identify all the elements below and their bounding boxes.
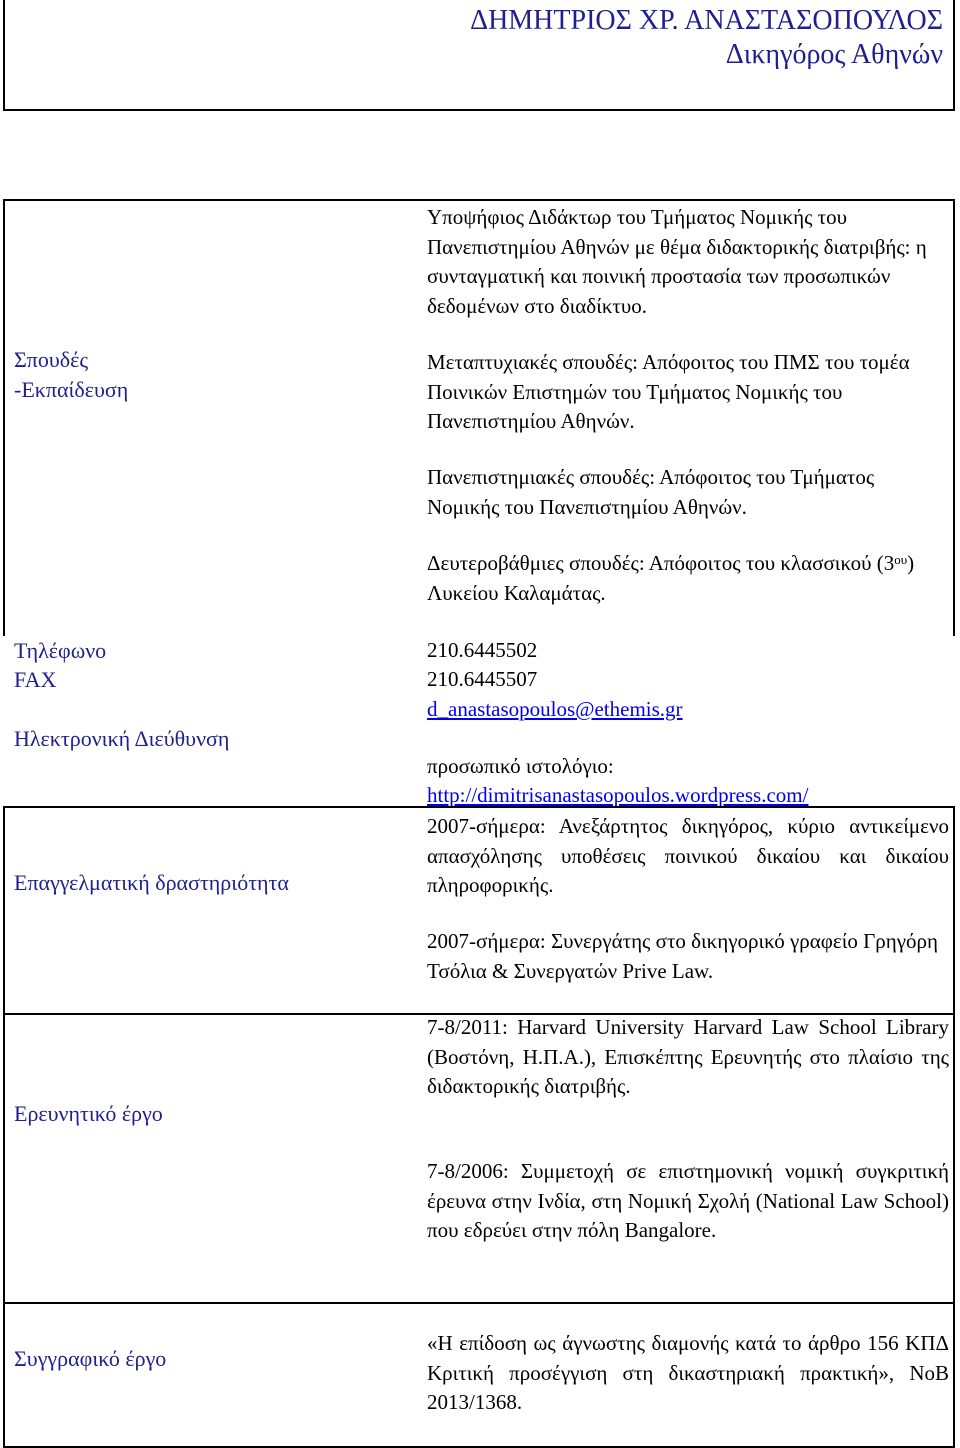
blog-link[interactable]: http://dimitrisanastasopoulos.wordpress.com/: [427, 783, 809, 807]
phone-value: 210.6445502: [427, 638, 538, 662]
studies-item-phd: Υποψήφιος Διδάκτωρ του Τμήματος Νομικής του Πανεπιστημίου Αθηνών με θέμα διδακτορικής διατριβής: η συνταγματική και ποινική προστασία των προσωπικών δεδομένων στο διαδίκτυο.: [427, 205, 927, 318]
email-link[interactable]: d_anastasopoulos@ethemis.gr: [427, 697, 683, 721]
fax-label: FAX: [14, 667, 57, 692]
studies-label-1: Σπουδές: [14, 347, 89, 372]
writing-item-1: «Η επίδοση ως άγνωστης διαμονής κατά το άρθρο 156 ΚΠΔ Κριτική προσέγγιση στη δικαστηριακή πρακτική», ΝοΒ 2013/1368.: [427, 1331, 949, 1414]
blog-label: προσωπικό ιστολόγιο:: [427, 754, 614, 778]
professional-item-2: 2007-σήμερα: Συνεργάτης στο δικηγορικό γραφείο Γρηγόρη Τσόλια & Συνεργατών Prive Law.: [427, 929, 938, 983]
studies-item-masters: Μεταπτυχιακές σπουδές: Απόφοιτος του ΠΜΣ του τομέα Ποινικών Επιστημών του Τμήματος Νομικής του Πανεπιστημίου Αθηνών.: [427, 350, 910, 433]
phone-label: Τηλέφωνο: [14, 638, 107, 663]
studies-label-2: -Εκπαίδευση: [14, 377, 129, 402]
email-label: Ηλεκτρονική Διεύθυνση: [14, 726, 230, 751]
professional-label: Επαγγελματική δραστηριότητα: [14, 870, 289, 895]
writing-label: Συγγραφικό έργο: [14, 1346, 167, 1371]
professional-item-1: 2007-σήμερα: Ανεξάρτητος δικηγόρος, κύριο αντικείμενο απασχόλησης υποθέσεις ποινικού δικαίου και δικαίου πληροφορικής.: [427, 814, 949, 897]
header-box: [3, 0, 955, 111]
research-item-1: 7-8/2011: Harvard University Harvard Law School Library (Βοστόνη, Η.Π.Α.), Επισκέπτης Ερευνητής στο πλαίσιο της διδακτορικής διατριβής.: [427, 1015, 949, 1098]
research-label: Ερευνητικό έργο: [14, 1101, 163, 1126]
studies-item-secondary: Δευτεροβάθμιες σπουδές: Απόφοιτος του κλασσικού $(3^{o\upsilon})$ Λυκείου Καλαμάτας.: [427, 551, 915, 605]
studies-item-degree: Πανεπιστημιακές σπουδές: Απόφοιτος του Τμήματος Νομικής του Πανεπιστημίου Αθηνών.: [427, 465, 875, 519]
lawyer-title: Δικηγόρος Αθηνών: [725, 39, 943, 70]
research-item-2: 7-8/2006: Συμμετοχή σε επιστημονική νομική συγκριτική έρευνα στην Ινδία, στη Νομική Σχολή (National Law School) που εδρεύει στην πόλη Bangalore.: [427, 1159, 949, 1242]
fax-value: 210.6445507: [427, 667, 538, 691]
lawyer-name: ΔΗΜΗΤΡΙΟΣ ΧΡ. ΑΝΑΣΤΑΣΟΠΟΥΛΟΣ: [470, 5, 943, 36]
